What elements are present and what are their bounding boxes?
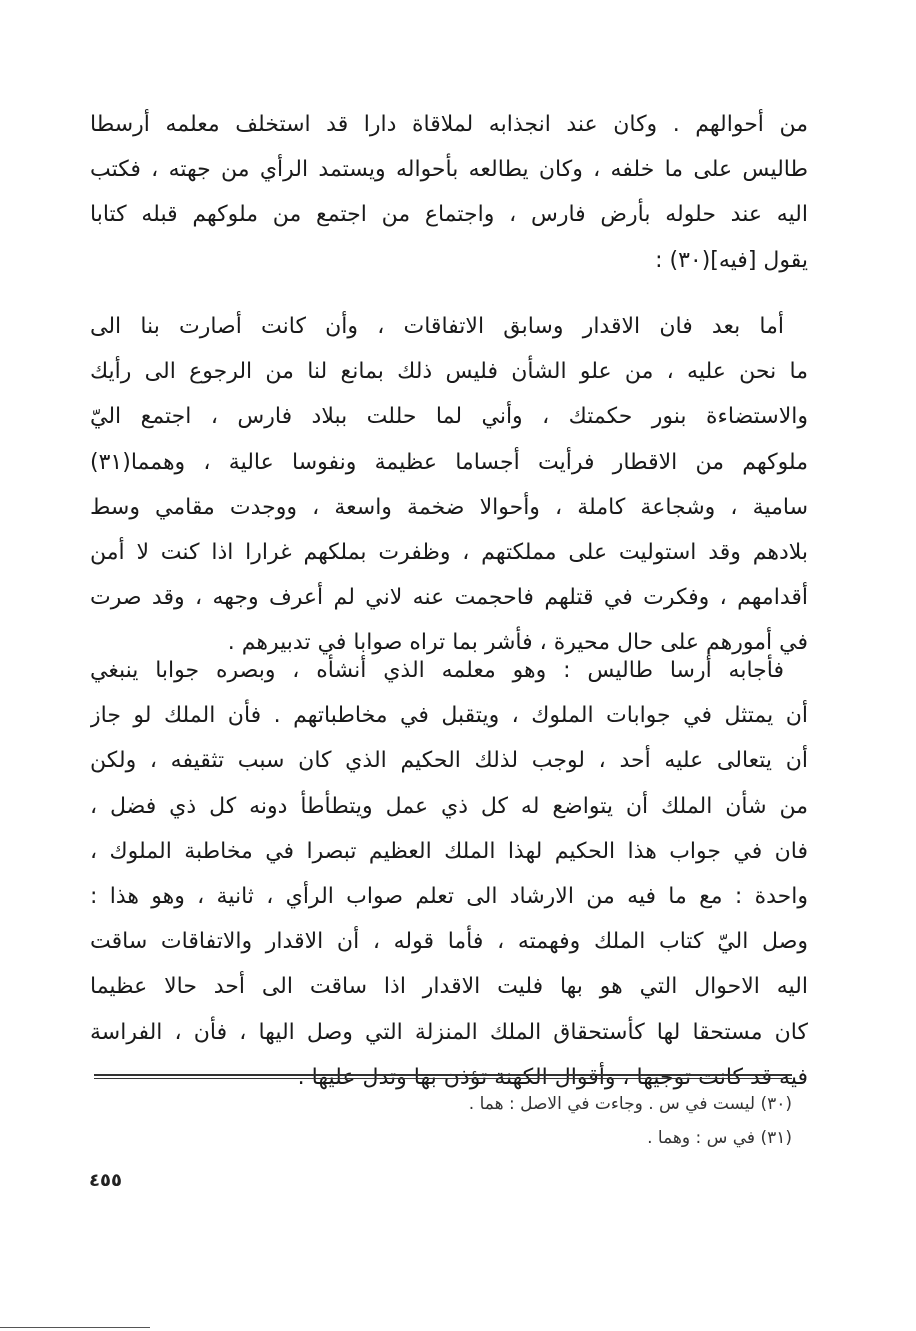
footnote-30: (٣٠) ليست في س . وجاءت في الاصل : هما . bbox=[468, 1094, 792, 1114]
text-line: ملوكهم من الاقطار فرأيت أجساما عظيمة ونفوسا عالية ، وهمما(٣١) bbox=[90, 449, 808, 475]
paragraph-letter bbox=[90, 304, 808, 666]
text-line: بلادهم وقد استوليت على مملكتهم ، وظفرت بملكهم غرارا اذا كنت لا أمن bbox=[90, 539, 808, 565]
text-line: أن يتعالى عليه أحد ، لوجب لذلك الحكيم الذي كان سبب تثقيفه ، ولكن bbox=[90, 748, 808, 774]
text-line: كان مستحقا لها كأستحقاق الملك المنزلة التي وصل اليها ، فأن ، الفراسة bbox=[90, 1019, 808, 1045]
text-line: أن يمتثل في جوابات الملوك ، ويتقبل في مخاطباتهم . فأن الملك لو جاز bbox=[90, 703, 808, 729]
page-number: ٤٥٥ bbox=[89, 1170, 122, 1191]
text-line: يقول [فيه](٣٠) : bbox=[655, 247, 808, 273]
text-line: أقدامهم ، وفكرت في قتلهم فاحجمت عنه لاني لم أعرف وجهه ، وقد صرت bbox=[90, 585, 808, 611]
text-line: اليه الاحوال التي هو بها فليت الاقدار اذا ساقت الى أحد حالا عظيما bbox=[90, 974, 808, 1000]
text-line: واحدة : مع ما فيه من الارشاد الى تعلم صواب الرأي ، ثانية ، وهو هذا : bbox=[90, 883, 808, 909]
text-line: والاستضاءة بنور حكمتك ، وأني لما حللت ببلاد فارس ، اجتمع اليّ bbox=[90, 404, 808, 430]
text-line: من أحوالهم . وكان عند انجذابه لملاقاة دارا قد استخلف معلمه أرسطا bbox=[90, 112, 808, 137]
text-line: فيه قد كانت توجيها ، وأقوال الكهنة تؤذن بها وتدل عليها . bbox=[297, 1064, 808, 1090]
text-line: سامية ، وشجاعة كاملة ، وأحوالا ضخمة واسعة ، ووجدت مقامي وسط bbox=[90, 494, 808, 520]
footnote-divider bbox=[94, 1074, 792, 1076]
text-line: ما نحن عليه ، من علو الشأن فليس ذلك بمانع لنا من الرجوع الى رأيك bbox=[90, 359, 808, 385]
text-line: أما بعد فان الاقدار وسابق الاتفاقات ، وأن كانت أصارت بنا الى bbox=[90, 314, 784, 339]
text-line: في أمورهم على حال محيرة ، فأشر بما تراه صوابا في تدبيرهم . bbox=[227, 630, 808, 656]
text-line: طاليس على ما خلفه ، وكان يطالعه بأحواله ويستمد الرأي من جهته ، فكتب bbox=[90, 157, 808, 183]
paragraph-reply bbox=[90, 648, 808, 1100]
scan-edge-line bbox=[0, 1327, 150, 1328]
footnote-31: (٣١) في س : وهما . bbox=[647, 1128, 792, 1148]
text-line: وصل اليّ كتاب الملك وفهمته ، فأما قوله ، أن الاقدار والاتفاقات ساقت bbox=[90, 929, 808, 955]
footnote-divider-thin bbox=[94, 1078, 792, 1079]
text-line: فان في جواب هذا الحكيم لهذا الملك العظيم تبصرا في مخاطبة الملوك ، bbox=[90, 838, 808, 864]
text-line: اليه عند حلوله بأرض فارس ، واجتماع من اجتمع من ملوكهم قبله كتابا bbox=[90, 202, 808, 228]
paragraph-intro bbox=[90, 102, 808, 283]
text-line: من شأن الملك أن يتواضع له كل ذي عمل ويتطأطأ دونه كل ذي فضل ، bbox=[90, 793, 808, 819]
text-line: فأجابه أرسا طاليس : وهو معلمه الذي أنشأه ، وبصره جوابا ينبغي bbox=[90, 658, 784, 683]
